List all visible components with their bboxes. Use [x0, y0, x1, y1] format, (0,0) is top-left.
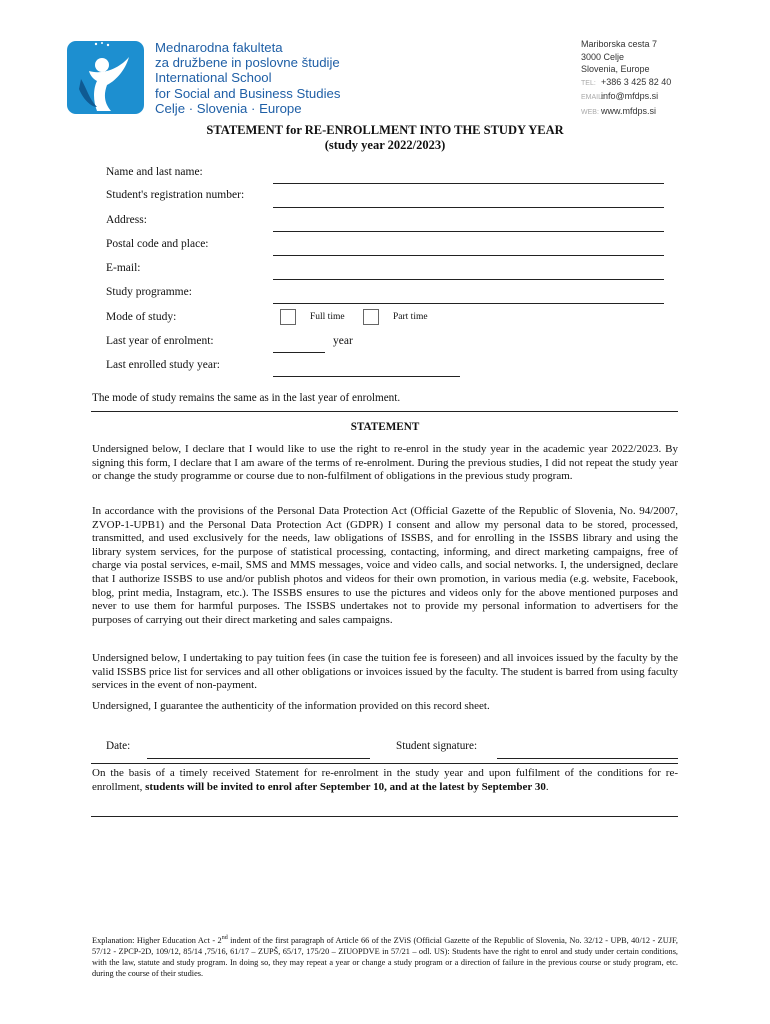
registration-label: Student's registration number:: [106, 189, 245, 201]
mode-note: The mode of study remains the same as in the last year of enrolment.: [92, 392, 401, 404]
name-label: Name and last name:: [106, 166, 203, 178]
email-value: info@mfdps.si: [601, 91, 659, 102]
statement-paragraph-2: In accordance with the provisions of the Personal Data Protection Act (Official Gazette of the Republic of Slovenia, No. 94/2007, ZVOP-1-UPB1) and the Personal Data Protection Act (GDPR) I consent and allow my personal data to be stored, processed, transmitted, and used exclusively for the needs, law obligations of ISSBS, and for enrolling in the ISSBS library and using the library system services, for the purpose of statistical processing, contacting, informing, and direct marketing campaigns, free of charge via postal services, e-mail, SMS and MMS messages, voice and video calls, and social networks. I, the undersigned, declare that I authorize ISSBS to use and/or publish photos and videos for their own promotion, in various media (e.g. website, Facebook, blog, print media, Instagram, etc.). The ISSBS ensures to use the pictures and videos only for the above mentioned purposes and never to use them for harmful purposes. The ISSBS undertakes not to provide my personal information to advertisers for the purposes of carrying out their direct marketing and sales campaigns.: [92, 505, 678, 626]
statement-paragraph-4: Undersigned, I guarantee the authenticity of the information provided on this record sheet.: [92, 700, 490, 712]
title-line-2: (study year 2022/2023): [324, 138, 446, 152]
footnote-rest: indent of the first paragraph of Article 66 of the ZViS (Official Gazette of the Republic of Slovenia, No. 32/12 - UPB, 40/12 - ZUJF, 57/12 - ZPCP-2D, 109/12, 85/14 ,75/16, 61/17 – ZUPŠ, 65/17, 175/20 – ZIUOPDVE in 57/21 – odl. US): Students have the right to enrol and study under certain conditions, with the law, statute and study program. In doing so, they may repeat a year or change a study program or a direction of failure in the previous course or study program, etc. during the course of their studies.: [92, 936, 678, 978]
closing-paragraph: [92, 767, 678, 794]
school-address: [581, 38, 671, 120]
footnote: [92, 935, 678, 979]
closing-bold: students will be invited to enrol after September 10, and at the latest by September 30: [145, 780, 546, 793]
school-name-line-si-2: za družbene in poslovne študije: [155, 55, 340, 71]
date-label: Date:: [106, 740, 131, 752]
part-time-label: Part time: [393, 312, 428, 322]
postal-field[interactable]: [273, 255, 664, 256]
address-city: 3000 Celje: [581, 51, 625, 62]
registration-field[interactable]: [273, 207, 664, 208]
school-name-line-si-1: Mednarodna fakulteta: [155, 40, 283, 55]
school-location: Celje · Slovenia · Europe: [155, 100, 302, 116]
signature-field[interactable]: [497, 758, 678, 759]
web-label: WEB:: [581, 108, 599, 116]
year-word: year: [333, 335, 353, 347]
address-country: Slovenia, Europe: [581, 64, 650, 75]
programme-field[interactable]: [273, 303, 664, 304]
address-field[interactable]: [273, 231, 664, 232]
school-name-line-en-2: for Social and Business Studies: [155, 85, 341, 101]
full-time-label: Full time: [310, 312, 345, 322]
footnote-start: Explanation: Higher Education Act - 2: [92, 936, 222, 945]
address-label: Address:: [106, 214, 147, 226]
divider-top: [91, 411, 678, 412]
closing-end: .: [545, 780, 549, 793]
email-label: E-mail:: [106, 262, 141, 274]
part-time-checkbox[interactable]: [363, 309, 379, 325]
tel-label: TEL:: [581, 79, 596, 87]
name-field[interactable]: [273, 183, 664, 184]
closing-text: On the basis of a timely received Statement for re-enrolment in the study year and upon fulfilment of the conditions for re-enrollment,: [92, 767, 678, 793]
divider-bottom: [91, 816, 678, 817]
footnote-sup: nd: [221, 935, 228, 942]
address-street: Mariborska cesta 7: [581, 39, 658, 49]
mode-label: Mode of study:: [106, 311, 177, 323]
date-field[interactable]: [147, 758, 370, 759]
last-study-year-label: Last enrolled study year:: [106, 359, 221, 371]
last-study-year-field[interactable]: [273, 376, 460, 377]
postal-label: Postal code and place:: [106, 238, 209, 250]
signature-label: Student signature:: [396, 740, 478, 752]
web-value: www.mfdps.si: [601, 105, 657, 116]
school-name-line-en-1: International School: [155, 70, 272, 86]
title-line-1: STATEMENT for RE-ENROLLMENT INTO THE STUDY YEAR: [206, 123, 564, 137]
school-logo: [67, 41, 144, 114]
statement-paragraph-1: Undersigned below, I declare that I would like to use the right to re-enrol in the study year in the academic year 2022/2023. By signing this form, I declare that I am aware of the terms of re-enrolment. During the previous studies, I did not repeat the study year or change the study programme or course due to non-fulfilment of obligations in the previous study program.: [92, 443, 678, 483]
tel-value: +386 3 425 82 40: [601, 76, 672, 87]
email-field[interactable]: [273, 279, 664, 280]
school-name: [155, 40, 340, 116]
email-label: EMAIL:: [581, 94, 604, 102]
last-year-label: Last year of enrolment:: [106, 335, 214, 347]
full-time-checkbox[interactable]: [280, 309, 296, 325]
divider-middle: [91, 763, 678, 764]
programme-label: Study programme:: [106, 286, 192, 298]
page-title: [0, 123, 770, 153]
last-year-field[interactable]: [273, 352, 325, 353]
statement-heading: STATEMENT: [350, 421, 420, 433]
statement-paragraph-3: Undersigned below, I undertaking to pay tuition fees (in case the tuition fee is foreseen) and all invoices issued by the faculty by the valid ISSBS price list for services and all other obligations or invoices issued by the faculty. The student is barred from using faculty services in the event of non-payment.: [92, 652, 678, 692]
